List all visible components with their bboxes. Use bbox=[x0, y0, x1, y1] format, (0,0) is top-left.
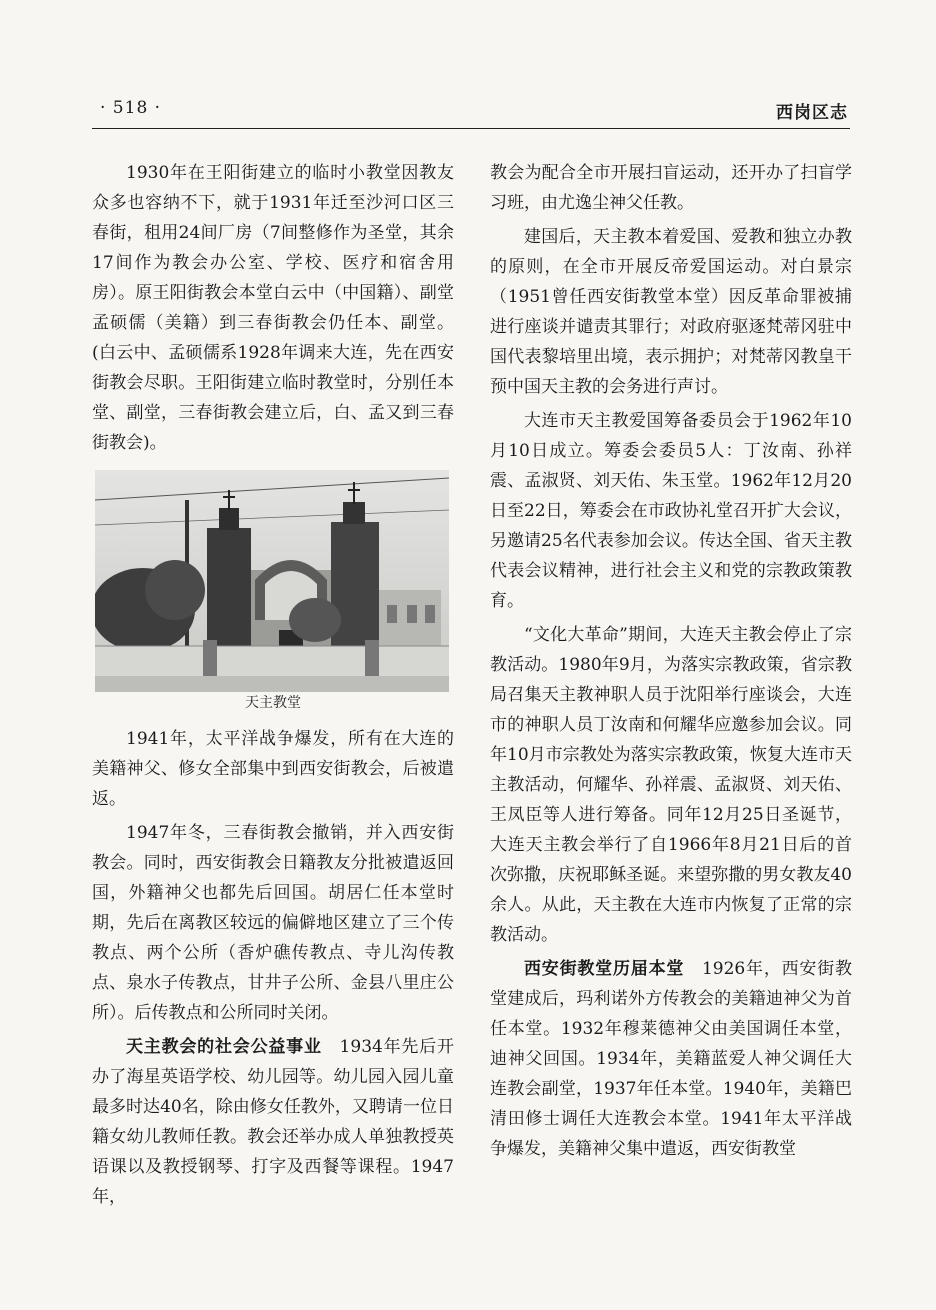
paragraph: 教会为配合全市开展扫盲运动，还开办了扫盲学习班，由尤逸尘神父任教。 bbox=[490, 163, 852, 213]
paragraph: 1947年冬，三春街教会撤销，并入西安街教会。同时，西安街教会日籍教友分批被遣返回国，外籍神父也都先后回国。胡居仁任本堂时期，先后在离教区较远的偏僻地区建立了三个传教点、两个公所（香炉礁传教点、寺儿沟传教点、泉水子传教点，甘井子公所、金县八里庄公所）。后传教点和公所同时关闭。 bbox=[92, 823, 454, 1023]
photo-caption: 天主教堂 bbox=[245, 695, 301, 711]
paragraph: “文化大革命”期间，大连天主教会停止了宗教活动。1980年9月，为落实宗教政策，省宗教局召集天主教神职人员于沈阳举行座谈会，大连市的神职人员丁汝南和何耀华应邀参加会议。同年10月市宗教处为落实宗教政策，恢复大连市天主教活动，何耀华、孙祥震、孟淑贤、刘天佑、王凤臣等人进行筹备。同年12月25日圣诞节，大连天主教会举行了自1966年8月21日后的首次弥撒，庆祝耶稣圣诞。来望弥撒的男女教友40余人。从此，天主教在大连市内恢复了正常的宗教活动。 bbox=[490, 625, 852, 945]
paragraph: 建国后，天主教本着爱国、爱教和独立办教的原则，在全市开展反帝爱国运动。对白景宗（1951曾任西安街教堂本堂）因反革命罪被捕进行座谈并谴责其罪行；对政府驱逐梵蒂冈驻中国代表黎培里出境，表示拥护；对梵蒂冈教皇干预中国天主教的会务进行声讨。 bbox=[490, 227, 852, 397]
section-heading: 天主教会的社会公益事业 bbox=[126, 1037, 322, 1057]
left-column bbox=[92, 158, 454, 1216]
page-number: · 518 · bbox=[100, 98, 162, 118]
header-rule bbox=[92, 128, 850, 129]
church-photo bbox=[95, 470, 449, 692]
paragraph: 1930年在王阳街建立的临时小教堂因教友众多也容纳不下，就于1931年迁至沙河口区三春街，租用24间厂房（7间整修作为圣堂，其余17间作为教会办公室、学校、医疗和宿舍用房）。原王阳街教会本堂白云中（中国籍）、副堂孟硕儒（美籍）到三春街教会仍任本、副堂。(白云中、孟硕儒系1928年调来大连，先在西安街教会尽职。王阳街建立临时教堂时，分别任本堂、副堂，三春街教会建立后，白、孟又到三春街教会)。 bbox=[92, 163, 454, 453]
section-heading: 西安街教堂历届本堂 bbox=[524, 959, 685, 979]
right-column bbox=[490, 158, 852, 1168]
paragraph: 大连市天主教爱国筹备委员会于1962年10月10日成立。筹委会委员5人：丁汝南、孙祥震、孟淑贤、刘天佑、朱玉堂。1962年12月20日至22日，筹委会在市政协礼堂召开扩大会议，另邀请25名代表参加会议。传达全国、省天主教代表会议精神，进行社会主义和党的宗教政策教育。 bbox=[490, 411, 852, 611]
paragraph: 1941年，太平洋战争爆发，所有在大连的美籍神父、修女全部集中到西安街教会，后被遣返。 bbox=[92, 729, 454, 809]
paragraph-text: 1926年，西安街教堂建成后，玛利诺外方传教会的美籍迪神父为首任本堂。1932年穆莱德神父由美国调任本堂，迪神父回国。1934年，美籍蓝爱人神父调任大连教会副堂，1937年任本堂。1940年，美籍巴清田修士调任大连教会本堂。1941年太平洋战争爆发，美籍神父集中遣返，西安街教堂 bbox=[490, 959, 853, 1159]
paragraph bbox=[92, 1032, 454, 1212]
paragraph-text: 1934年先后开办了海星英语学校、幼儿园等。幼儿园入园儿童最多时达40名，除由修女任教外，又聘请一位日籍女幼儿教师任教。教会还举办成人单独教授英语课以及教授钢琴、打字及西餐等课程。1947年， bbox=[92, 1037, 455, 1207]
paragraph bbox=[490, 954, 852, 1164]
church-photo-illustration bbox=[95, 470, 449, 692]
book-title: 西岗区志 bbox=[776, 103, 848, 123]
